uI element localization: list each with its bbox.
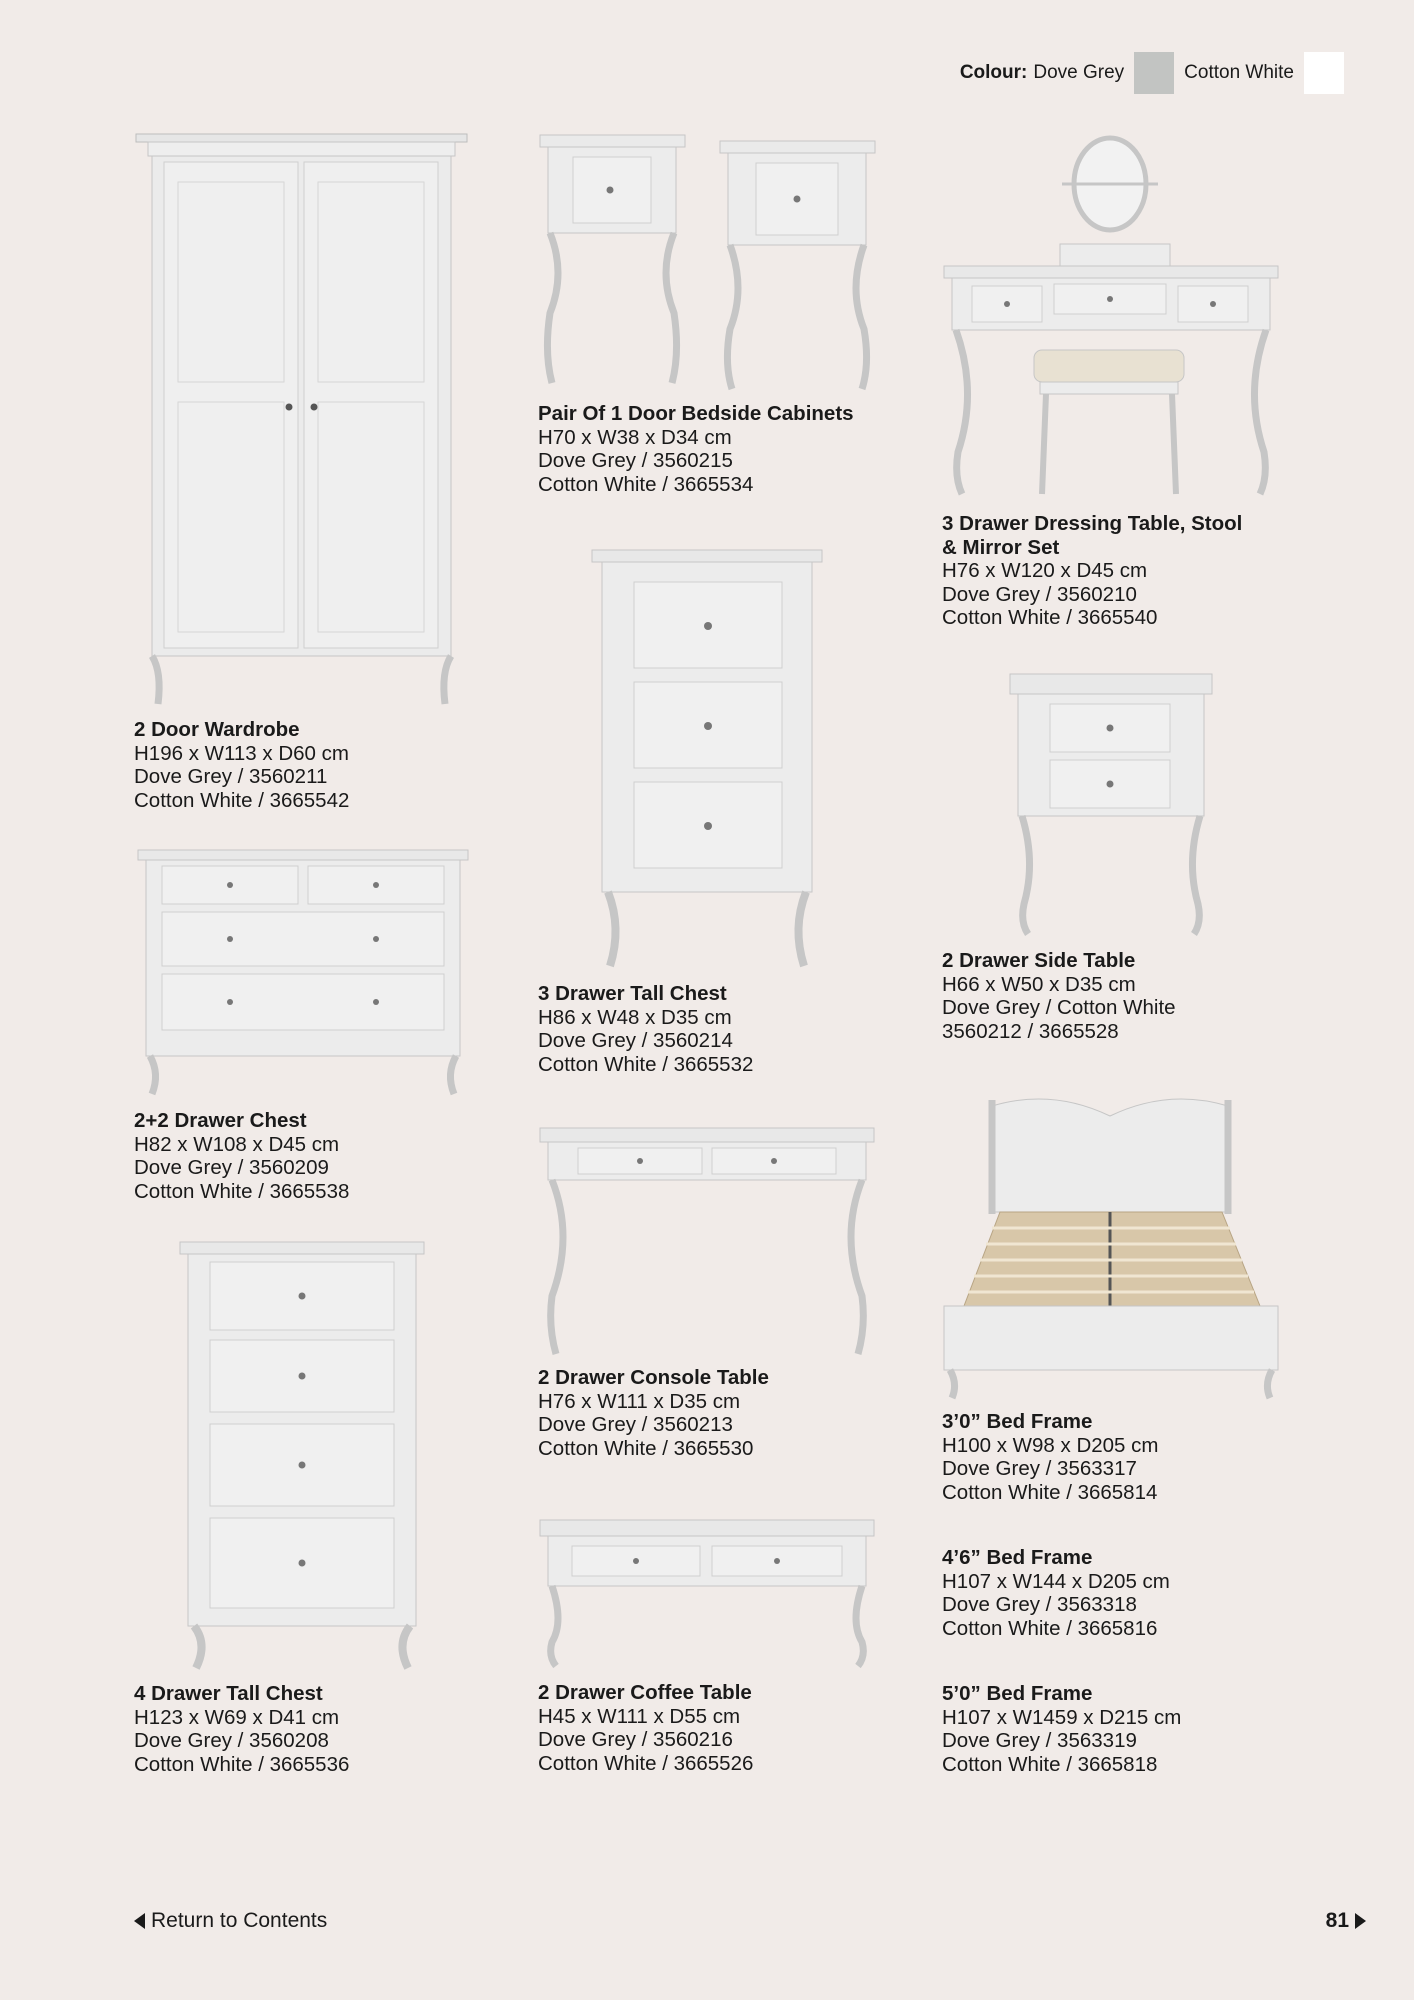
two-drawer-console-table-image [538, 1126, 876, 1360]
product-name: 3 Drawer Dressing Table, Stool [942, 512, 1243, 535]
product-code-white: Cotton White / 3665530 [538, 1436, 754, 1460]
page-number-nav[interactable] [1326, 1909, 1366, 1933]
product-code-white: Cotton White / 3665534 [538, 472, 754, 496]
product-dimensions: H82 x W108 x D45 cm [134, 1132, 340, 1156]
product-2-drawer-side-table [942, 949, 1176, 1043]
product-code-white: Cotton White / 3665818 [942, 1752, 1158, 1776]
product-code-grey: Dove Grey / 3563319 [942, 1729, 1137, 1752]
product-2-drawer-console-table [538, 1366, 769, 1460]
product-3-drawer-tall-chest [538, 982, 753, 1076]
product-code-grey: Dove Grey / 3563317 [942, 1457, 1137, 1480]
product-dimensions: H107 x W1459 x D215 cm [942, 1705, 1182, 1729]
bed-frame-image [942, 1096, 1280, 1402]
product-dimensions: H123 x W69 x D41 cm [134, 1705, 340, 1729]
product-dimensions: H100 x W98 x D205 cm [942, 1433, 1159, 1457]
product-name: 2 Drawer Side Table [942, 949, 1136, 972]
product-2-door-wardrobe [134, 718, 349, 812]
product-code-white: Cotton White / 3665532 [538, 1052, 754, 1076]
product-dimensions: H76 x W120 x D45 cm [942, 559, 1148, 582]
two-plus-two-drawer-chest-image [136, 848, 470, 1098]
product-name: Pair Of 1 Door Bedside Cabinets [538, 402, 854, 425]
four-drawer-tall-chest-image [178, 1240, 426, 1672]
product-code-white: Cotton White / 3665536 [134, 1752, 350, 1776]
two-drawer-coffee-table-image [538, 1518, 876, 1670]
product-name: 5’0” Bed Frame [942, 1682, 1093, 1705]
product-code-white: Cotton White / 3665540 [942, 606, 1158, 629]
return-to-contents-label: Return to Contents [151, 1909, 328, 1932]
bedside-cabinets-image [538, 133, 878, 393]
product-name: 2 Drawer Coffee Table [538, 1681, 752, 1704]
dressing-table-image [942, 132, 1280, 502]
product-code-grey: Dove Grey / 3560208 [134, 1729, 329, 1752]
wardrobe-image [134, 132, 469, 710]
product-code-grey: Dove Grey / 3560216 [538, 1728, 733, 1751]
product-name: 3’0” Bed Frame [942, 1410, 1093, 1433]
product-code-white: Cotton White / 3665538 [134, 1179, 350, 1203]
colour-label: Colour: [959, 62, 1028, 83]
product-code-grey: Dove Grey / 3560211 [134, 765, 328, 788]
product-code-white: Cotton White / 3665814 [942, 1480, 1158, 1504]
product-2-drawer-coffee-table [538, 1681, 753, 1775]
product-name: 4 Drawer Tall Chest [134, 1682, 323, 1705]
back-arrow-icon [134, 1913, 145, 1929]
product-dressing-table-set [942, 512, 1242, 630]
product-bedside-cabinets [538, 402, 854, 496]
product-name: 2+2 Drawer Chest [134, 1109, 307, 1132]
product-code-white: 3560212 / 3665528 [942, 1019, 1119, 1043]
product-code-grey: Dove Grey / 3563318 [942, 1593, 1137, 1616]
product-code-white: Cotton White / 3665526 [538, 1751, 754, 1775]
product-name: 3 Drawer Tall Chest [538, 982, 727, 1005]
colour-option-cotton-white: Cotton White [1184, 62, 1294, 83]
product-dimensions: H76 x W111 x D35 cm [538, 1389, 741, 1413]
product-name: 4’6” Bed Frame [942, 1546, 1093, 1569]
return-to-contents-link[interactable] [134, 1909, 327, 1933]
product-name: 2 Drawer Console Table [538, 1366, 769, 1389]
product-dimensions: H66 x W50 x D35 cm [942, 972, 1136, 996]
two-drawer-side-table-image [1008, 672, 1214, 940]
product-code-grey: Dove Grey / Cotton White [942, 996, 1176, 1019]
product-dimensions: H107 x W144 x D205 cm [942, 1569, 1170, 1593]
next-arrow-icon [1355, 1913, 1366, 1929]
product-4-drawer-tall-chest [134, 1682, 349, 1776]
product-dimensions: H70 x W38 x D34 cm [538, 425, 732, 449]
dove-grey-swatch [1134, 52, 1174, 94]
colour-selector [960, 52, 1348, 94]
three-drawer-tall-chest-image [590, 548, 824, 972]
product-code-grey: Dove Grey / 3560213 [538, 1413, 733, 1436]
product-code-grey: Dove Grey / 3560215 [538, 449, 733, 472]
product-code-white: Cotton White / 3665816 [942, 1616, 1158, 1640]
page-number: 81 [1325, 1909, 1349, 1932]
product-dimensions: H196 x W113 x D60 cm [134, 741, 349, 765]
product-code-white: Cotton White / 3665542 [134, 788, 350, 812]
product-2-plus-2-drawer-chest [134, 1109, 349, 1203]
product-4-6-bed-frame [942, 1546, 1170, 1640]
colour-option-dove-grey: Dove Grey [1033, 62, 1125, 83]
product-code-grey: Dove Grey / 3560209 [134, 1156, 329, 1179]
product-5-0-bed-frame [942, 1682, 1181, 1776]
product-code-grey: Dove Grey / 3560214 [538, 1029, 733, 1052]
product-name: 2 Door Wardrobe [134, 718, 300, 741]
product-3-0-bed-frame [942, 1410, 1158, 1504]
cotton-white-swatch [1304, 52, 1344, 94]
product-dimensions: H86 x W48 x D35 cm [538, 1005, 732, 1029]
product-code-grey: Dove Grey / 3560210 [942, 582, 1137, 606]
product-dimensions: H45 x W111 x D55 cm [538, 1704, 741, 1728]
product-name-line-2: & Mirror Set [942, 535, 1060, 559]
